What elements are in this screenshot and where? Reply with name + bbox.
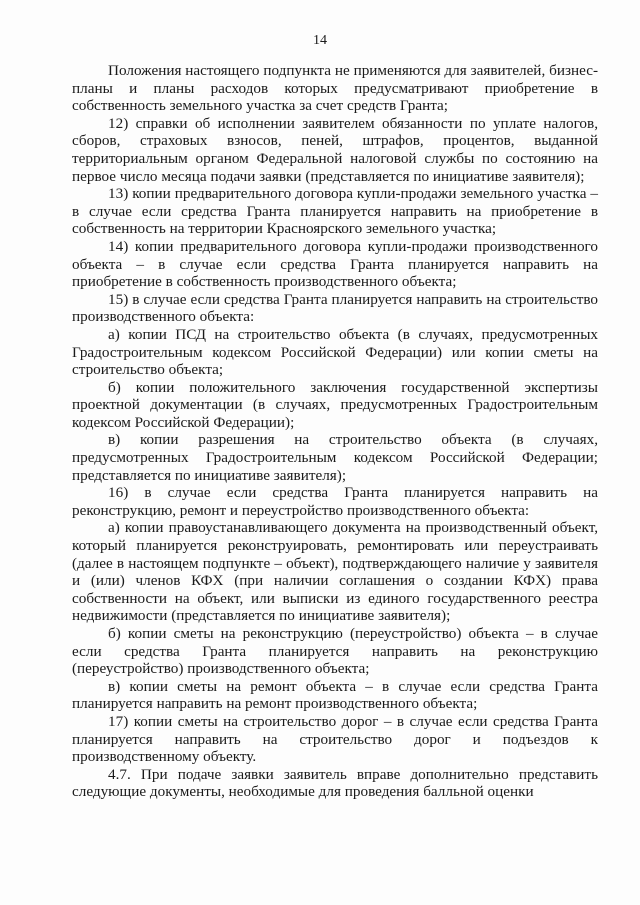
paragraph-item-15-v: в) копии разрешения на строительство объекта (в случаях, предусмотренных Градостроительным кодексом Российской Федерации; представляется по инициативе заявителя); [72,431,598,484]
paragraph-item-16-v: в) копии сметы на ремонт объекта – в случае если средства Гранта планируется направить на ремонт производственного объекта; [72,677,598,713]
paragraph-item-17: 17) копии сметы на строительство дорог – в случае если средства Гранта планируется направить на строительство дорог и подъездов к производственному объекту. [72,712,598,766]
document-body [72,62,598,801]
paragraph-section-4-7: 4.7. При подаче заявки заявитель вправе дополнительно представить следующие документы, необходимые для проведения балльной оценки [72,765,598,801]
paragraph-item-16-b: б) копии сметы на реконструкцию (переустройство) объекта – в случае если средства Гранта планируется направить на реконструкцию (переустройство) производственного объекта; [72,625,598,678]
paragraph-item-16-a: а) копии правоустанавливающего документа на производственный объект, который планируется реконструировать, ремонтировать или переустраивать (далее в настоящем подпункте – объект), подтверждающего наличие у заявителя и (или) членов КФХ (при наличии соглашения о создании КФХ) права собственности на объект, или выписки из единого государственного реестра недвижимости (представляется по инициативе заявителя); [72,519,598,625]
paragraph-item-16: 16) в случае если средства Гранта планируется направить на реконструкцию, ремонт и переустройство производственного объекта: [72,484,598,519]
paragraph-item-15: 15) в случае если средства Гранта планируется направить на строительство производственного объекта: [72,290,598,326]
page-number: 14 [313,33,327,48]
paragraph-item-13: 13) копии предварительного договора купли-продажи земельного участка – в случае если средства Гранта планируется направить на приобретение в собственность на территории Красноярского земельного участка; [72,185,598,238]
paragraph-item-12: 12) справки об исполнении заявителем обязанности по уплате налогов, сборов, страховых взносов, пеней, штрафов, процентов, выданной территориальным органом Федеральной налоговой службы по состоянию на первое число месяца подачи заявки (представляется по инициативе заявителя); [72,114,598,185]
paragraph-item-15-a: а) копии ПСД на строительство объекта (в случаях, предусмотренных Градостроительным кодексом Российской Федерации) или копии сметы на строительство объекта; [72,325,598,379]
paragraph-item-14: 14) копии предварительного договора купли-продажи производственного объекта – в случае если средства Гранта планируется направить на приобретение в собственность производственного объекта; [72,237,598,291]
paragraph-land-exception: Положения настоящего подпункта не применяются для заявителей, бизнес-планы и планы расходов которых предусматривают приобретение в собственность земельного участка за счет средств Гранта; [72,62,598,115]
paragraph-item-15-b: б) копии положительного заключения государственной экспертизы проектной документации (в случаях, предусмотренных Градостроительным кодексом Российской Федерации); [72,378,598,431]
